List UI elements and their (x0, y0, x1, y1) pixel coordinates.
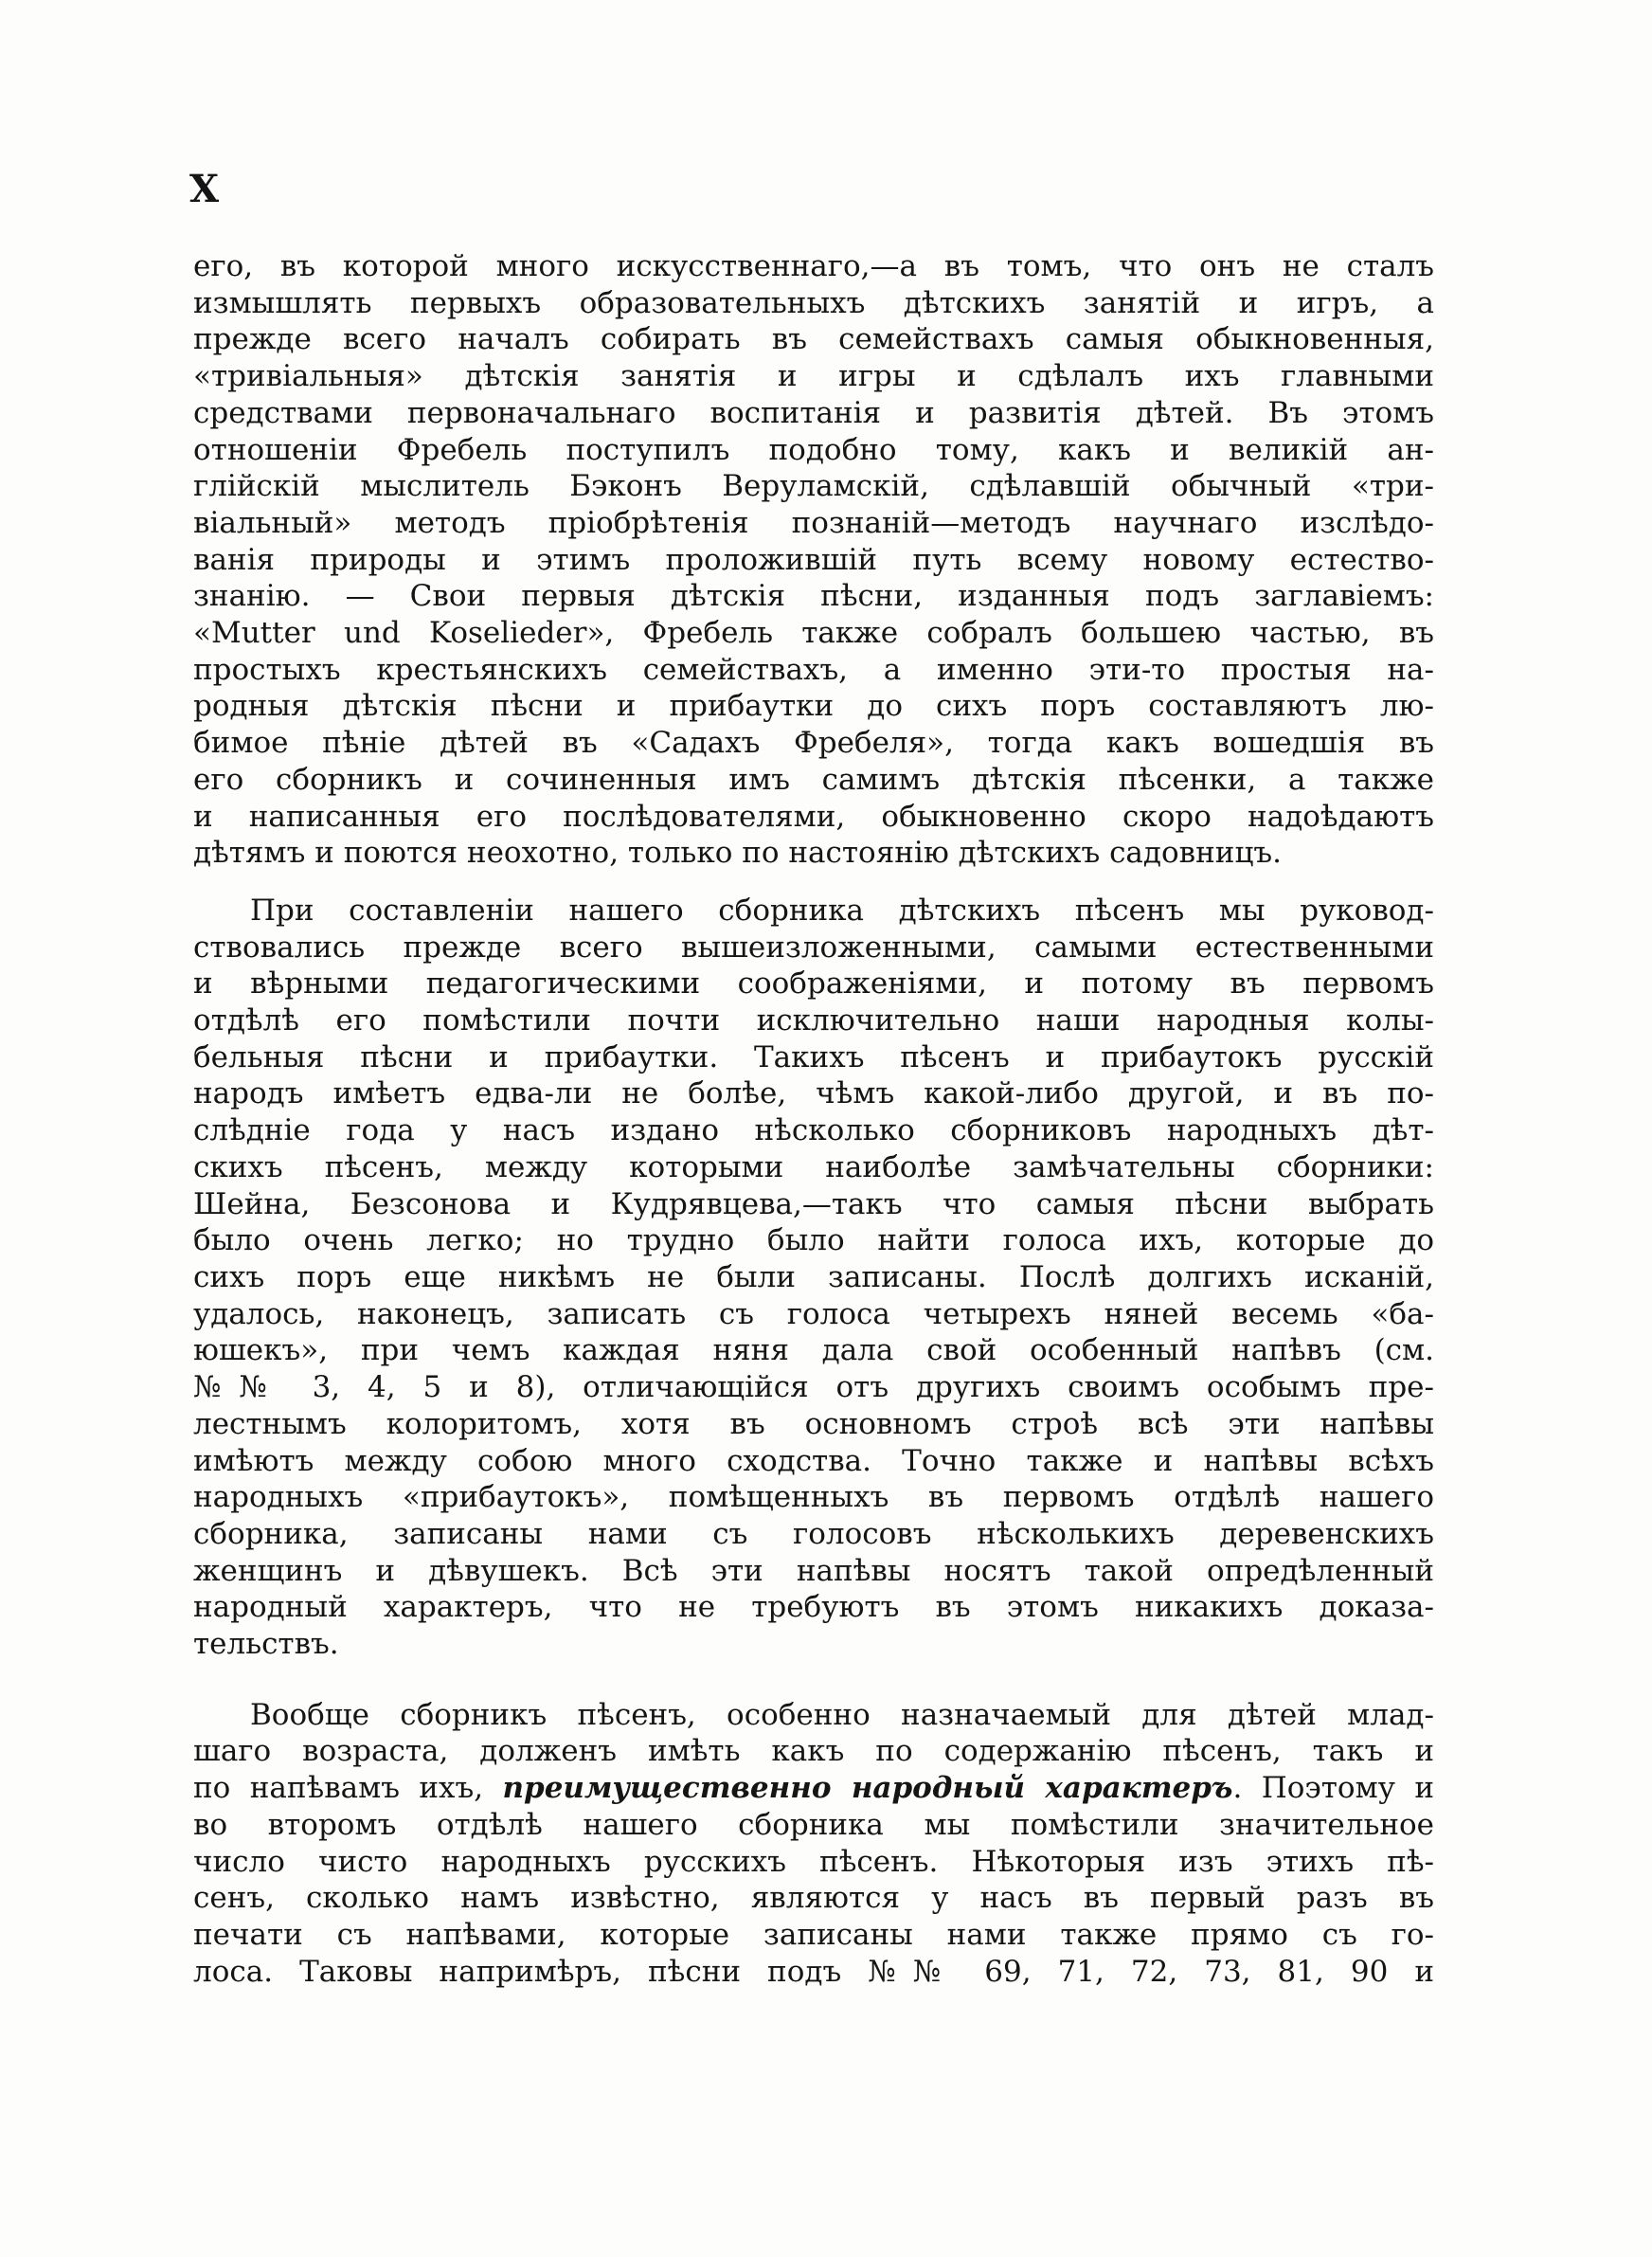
text-line: и вѣрными педагогическими соображеніями, и потому въ первомъ (193, 966, 1434, 1002)
text-line: Вообще сборникъ пѣсенъ, особенно назначаемый для дѣтей млад- (250, 1697, 1434, 1732)
paragraph-2 (193, 893, 1434, 1663)
text-line: бельныя пѣсни и прибаутки. Такихъ пѣсенъ и прибаутокъ русскій (193, 1039, 1434, 1074)
text-line: лоса. Таковы напримѣръ, пѣсни подъ №№ 69, 71, 72, 73, 81, 90 и (193, 1954, 1434, 1989)
text-line: удалось, наконецъ, записать съ голоса четырехъ няней весемь «ба- (193, 1296, 1434, 1331)
text-line: бимое пѣніе дѣтей въ «Садахъ Фребеля», тогда какъ вошедшія въ (193, 726, 1434, 761)
text-line: дѣтямъ и поются неохотно, только по настоянію дѣтскихъ садовницъ. (193, 836, 1282, 871)
body-text (193, 248, 1434, 1990)
text-line: глійскій мыслитель Бэконъ Веруламскій, сдѣлавшій обычный «три- (193, 469, 1434, 504)
text-line: «тривіальныя» дѣтскія занятія и игры и сдѣлалъ ихъ главными (193, 359, 1434, 394)
emphasized-phrase: преимущественно народный характеръ (502, 1771, 1233, 1806)
text-line: «Mutter und Koselieder», Фребель также собралъ большею частью, въ (193, 616, 1434, 651)
text-line: сенъ, сколько намъ извѣстно, являются у насъ въ первый разъ въ (193, 1881, 1434, 1916)
text-line: ванія природы и этимъ проложившій путь всему новому естество- (193, 542, 1434, 577)
text-line: народныхъ «прибаутокъ», помѣщенныхъ въ первомъ отдѣлѣ нашего (193, 1480, 1434, 1515)
page-number: X (189, 167, 221, 211)
text-line: ствовались прежде всего вышеизложенными, самыми естественными (193, 930, 1434, 965)
text-line: лестнымъ колоритомъ, хотя въ основномъ строѣ всѣ эти напѣвы (193, 1406, 1434, 1441)
text-line-with-emphasis (193, 1770, 1434, 1807)
text-line: было очень легко; но трудно было найти голоса ихъ, которые до (193, 1223, 1434, 1258)
text-line: во второмъ отдѣлѣ нашего сборника мы помѣстили значительное (193, 1807, 1434, 1842)
text-line: шаго возраста, долженъ имѣть какъ по содержанію пѣсенъ, такъ и (193, 1734, 1434, 1769)
text-run: . Поэтому и (1232, 1771, 1434, 1806)
text-line: знанію. — Свои первыя дѣтскія пѣсни, изданныя подъ заглавіемъ: (193, 579, 1434, 614)
text-line: имѣютъ между собою много сходства. Точно также и напѣвы всѣхъ (193, 1443, 1434, 1478)
text-line: родныя дѣтскія пѣсни и прибаутки до сихъ поръ составляютъ лю- (193, 689, 1434, 724)
paragraph-1 (193, 248, 1434, 872)
text-line: печати съ напѣвами, которые записаны нами также прямо съ го- (193, 1917, 1434, 1952)
text-line: и написанныя его послѣдователями, обыкновенно скоро надоѣдаютъ (193, 799, 1434, 834)
text-line: сихъ поръ еще никѣмъ не были записаны. Послѣ долгихъ исканій, (193, 1259, 1434, 1294)
text-line: сборника, записаны нами съ голосовъ нѣсколькихъ деревенскихъ (193, 1516, 1434, 1551)
text-line: слѣдніе года у насъ издано нѣсколько сборниковъ народныхъ дѣт- (193, 1113, 1434, 1148)
text-line: Шейна, Безсонова и Кудрявцева,—такъ что самыя пѣсни выбрать (193, 1186, 1434, 1221)
text-line: средствами первоначальнаго воспитанія и развитія дѣтей. Въ этомъ (193, 395, 1434, 430)
text-line: простыхъ крестьянскихъ семействахъ, а именно эти-то простыя на- (193, 652, 1434, 687)
text-line: віальный» методъ пріобрѣтенія познаній—методъ научнаго изслѣдо- (193, 505, 1434, 540)
text-line: №№ 3, 4, 5 и 8), отличающійся отъ другихъ своимъ особымъ пре- (193, 1370, 1434, 1405)
text-line: народный характеръ, что не требуютъ въ этомъ никакихъ доказа- (193, 1590, 1434, 1625)
text-line: его, въ которой много искусственнаго,—а въ томъ, что онъ не сталъ (193, 249, 1434, 283)
text-line: скихъ пѣсенъ, между которыми наиболѣе замѣчательны сборники: (193, 1149, 1434, 1184)
text-line: прежде всего началъ собирать въ семействахъ самыя обыкновенныя, (193, 322, 1434, 357)
text-line: число чисто народныхъ русскихъ пѣсенъ. Нѣкоторыя изъ этихъ пѣ- (193, 1844, 1434, 1879)
text-line: отношеніи Фребель поступилъ подобно тому, какъ и великій ан- (193, 432, 1434, 467)
text-line: При составленіи нашего сборника дѣтскихъ пѣсенъ мы руковод- (250, 893, 1434, 928)
text-line: его сборникъ и сочиненныя имъ самимъ дѣтскія пѣсенки, а также (193, 762, 1434, 797)
text-line: женщинъ и дѣвушекъ. Всѣ эти напѣвы носятъ такой опредѣленный (193, 1553, 1434, 1588)
text-line: отдѣлѣ его помѣстили почти исключительно наши народныя колы- (193, 1003, 1434, 1038)
text-line: тельствъ. (193, 1627, 339, 1662)
paragraph-3 (193, 1697, 1434, 1991)
text-line: измышлять первыхъ образовательныхъ дѣтскихъ занятій и игръ, а (193, 285, 1434, 320)
text-line: народъ имѣетъ едва-ли не болѣе, чѣмъ какой-либо другой, и въ по- (193, 1076, 1434, 1111)
text-line: юшекъ», при чемъ каждая няня дала свой особенный напѣвъ (см. (193, 1333, 1434, 1368)
text-run: по напѣвамъ ихъ, (193, 1771, 503, 1806)
